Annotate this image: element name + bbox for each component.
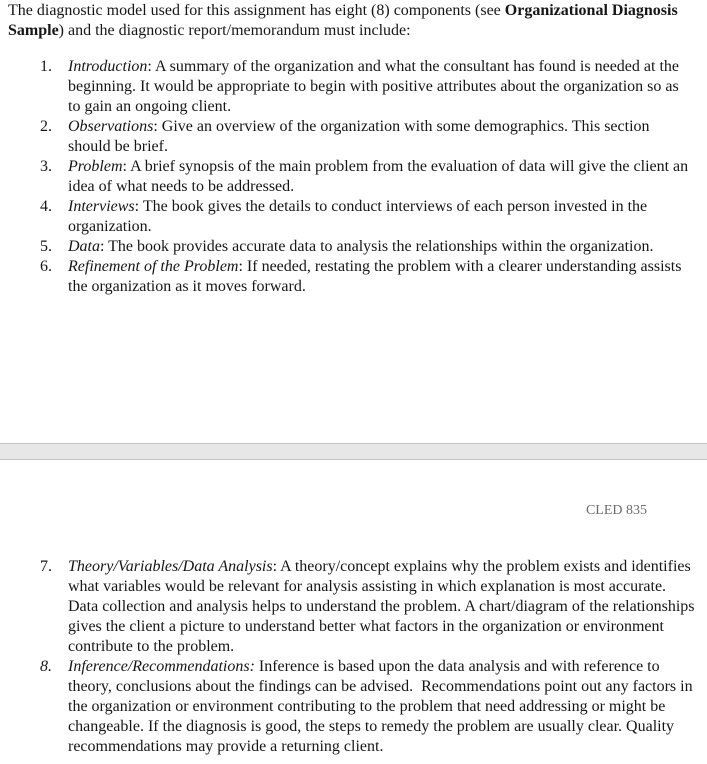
list-item-separator: :: [122, 158, 131, 175]
list-item-body: [68, 117, 695, 157]
list-item-number: 1.: [40, 58, 52, 75]
list-item-number: 3.: [40, 158, 52, 175]
list-item-text: A brief synopsis of the main problem from the evaluation of data will give the client an idea of what needs to be addressed.: [68, 158, 693, 195]
component-list-page2: [40, 557, 699, 757]
list-item: [40, 657, 695, 757]
list-item: [40, 157, 695, 197]
list-item-term: Data: [68, 238, 100, 255]
intro-text-post: ) and the diagnostic report/memorandum must include:: [58, 22, 411, 39]
list-item-number: 7.: [40, 558, 52, 575]
list-item-number: 4.: [40, 198, 52, 215]
intro-text-pre: The diagnostic model used for this assignment has eight (8) components (see: [8, 2, 505, 19]
list-item: [40, 237, 695, 257]
list-item-separator: :: [100, 238, 109, 255]
list-item: [40, 257, 695, 297]
list-item-term: Problem: [68, 158, 123, 175]
intro-bold-reference: Organizational Diagnosis Sample: [8, 2, 678, 39]
list-item-text: If needed, restating the problem with a clearer understanding assists the organization as it moves forward.: [68, 258, 686, 295]
list-item-separator: :: [272, 558, 281, 575]
list-item-separator: :: [147, 58, 155, 75]
list-item-separator: :: [134, 198, 143, 215]
list-item-body: [68, 157, 695, 197]
list-item-term: Observations: [68, 118, 154, 135]
list-item-body: [68, 657, 695, 757]
list-item-body: [68, 557, 699, 657]
list-item: [40, 57, 695, 117]
list-item: [40, 197, 695, 237]
list-item-text: Inference is based upon the data analysis and with reference to theory, conclusions about the findings can be advised. Recommendations point out any factors in the organization or environment contributing to the problem that need addressing or might be changeable. If the diagnosis is good, the steps to remedy the problem are usually clear. Quality recommendations may provide a returning client.: [68, 658, 697, 755]
component-list-page1: [40, 57, 695, 297]
list-item-term: Refinement of the Problem: [68, 258, 239, 275]
list-item-text: A summary of the organization and what the consultant has found is needed at the beginning. It would be appropriate to begin with positive attributes about the organization so as to gain an ongoing client.: [68, 58, 683, 115]
list-item-body: [68, 237, 695, 257]
list-item-term: Theory/Variables/Data Analysis: [68, 558, 273, 575]
intro-paragraph: [8, 1, 693, 41]
list-item-number: 2.: [40, 118, 52, 135]
list-item: [40, 117, 695, 157]
list-item-text: The book provides accurate data to analysis the relationships within the organization.: [108, 238, 654, 255]
list-item-term: Introduction: [68, 58, 148, 75]
list-item-number: 5.: [40, 238, 52, 255]
list-item-separator: :: [153, 118, 162, 135]
list-item-term: Interviews: [68, 198, 135, 215]
list-item-text: A theory/concept explains why the problem exists and identifies what variables would be relevant for analysis assisting in which explanation is most accurate. Data collection and analysis helps to understand the problem. A chart/diagram of the relationships gives the client a picture to understand better what factors in the organization or environment contribute to the problem.: [68, 558, 699, 655]
list-item-text: The book gives the details to conduct interviews of each person invested in the organization.: [68, 198, 652, 235]
list-item-body: [68, 197, 695, 237]
list-item-body: [68, 257, 695, 297]
list-item-number: 8.: [40, 658, 52, 675]
list-item: [40, 557, 699, 657]
list-item-body: [68, 57, 695, 117]
page-break-divider: [0, 443, 707, 460]
list-item-text: Give an overview of the organization with some demographics. This section should be brief.: [68, 118, 654, 155]
list-item-term: Inference/Recommendations:: [68, 658, 255, 675]
list-item-number: 6.: [40, 258, 52, 275]
list-item-separator: :: [238, 258, 247, 275]
page-header-course-code: CLED 835: [585, 503, 647, 518]
